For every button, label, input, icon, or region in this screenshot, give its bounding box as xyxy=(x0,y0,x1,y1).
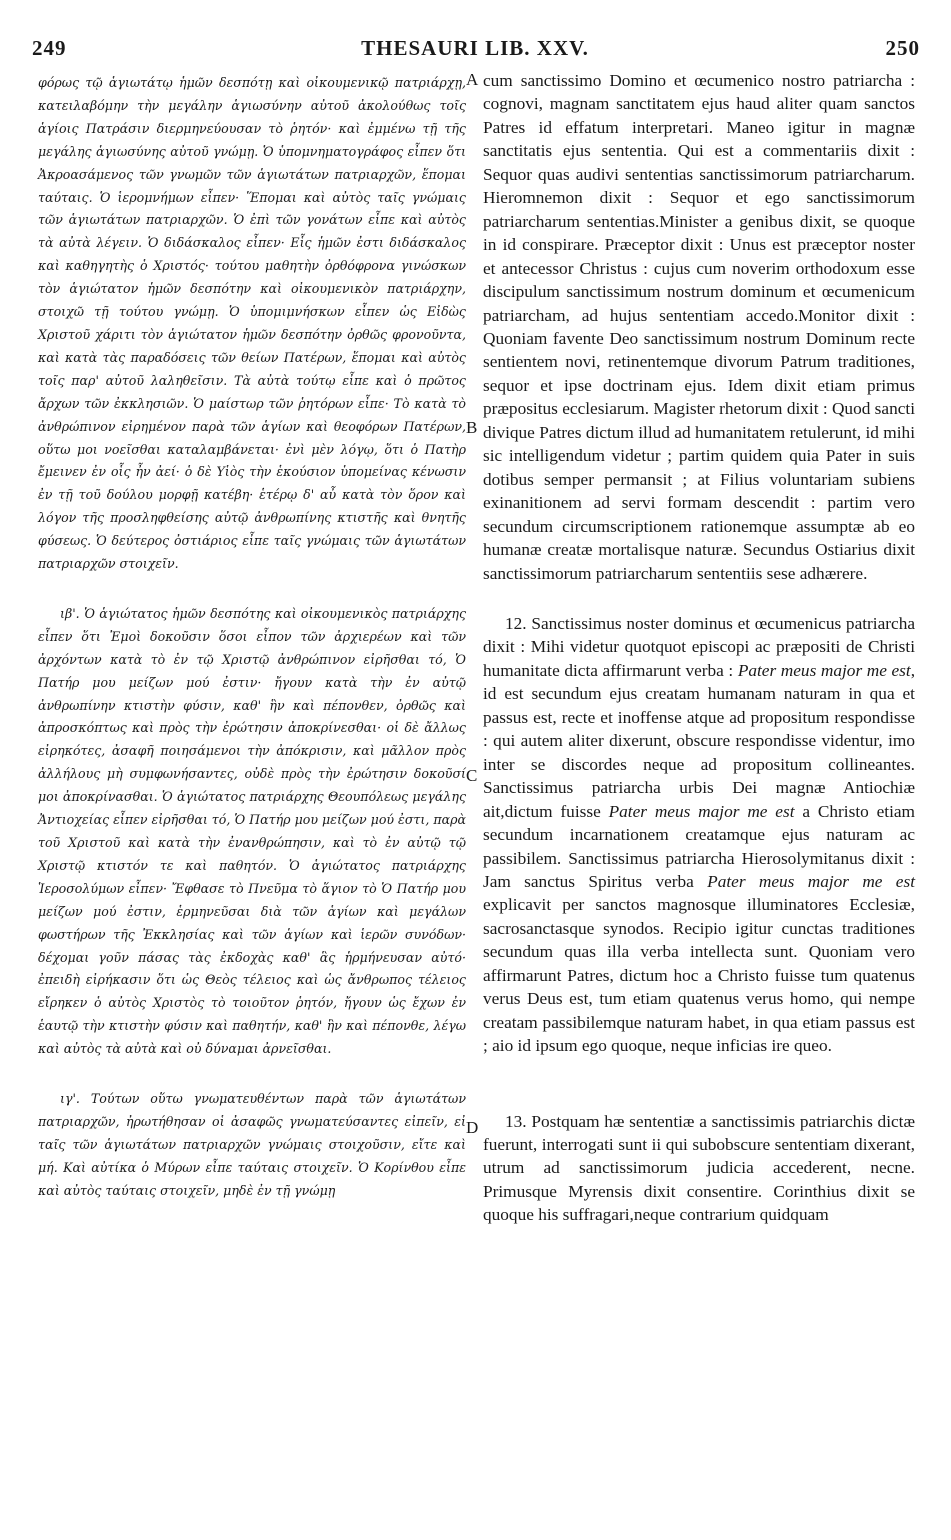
latin-p12-text-b: , id est secundum ejus creatam humanam naturam in qua et passus est, recte et inoffense atque ad propositum respondisse : qui autem aliter dixerunt, obscure respondisse videntur, imo inter se discordes neque ad propositum collineantes. Sanctissimus patriarcha urbis Dei magnæ Antiochiæ ait,dictum fuisse xyxy=(483,660,916,821)
greek-paragraph-13: ιγ'. Τούτων οὕτω γνωματευθέντων παρὰ τῶν ἁγιωτάτων πατριαρχῶν, ἠρωτήθησαν οἱ ἀσαφῶς γνωματεύσαντες εἰπεῖν, εἰ ταῖς τῶν ἁγιωτάτων πατριαρχῶν γνώμαις στοιχοῦσιν, εἴτε καὶ μή. Καὶ αὐτίκα ὁ Μύρων εἶπε ταύταις στοιχεῖν. Ὁ Κορίνθου εἶπε καὶ αὐτὸς ταύταις στοιχεῖν, μηδὲ ἐν τῇ γνώμῃ xyxy=(38,1091,466,1198)
latin-column xyxy=(483,69,915,1227)
greek-paragraph-1: φόρως τῷ ἁγιωτάτῳ ἡμῶν δεσπότῃ καὶ οἰκουμενικῷ πατριάρχῃ, κατειλαβόμην τὴν μεγάλην ἁγιωσύνην αὐτοῦ ἀκολούθως τοῖς ἁγίοις Πατράσιν διερμηνεύουσαν τὸ ῥητόν· καὶ ἐμμένω τῇ τῆς μεγάλης ἁγιωσύνης αὐτοῦ γνώμῃ. Ὁ ὑπομνηματογράφος εἶπεν ὅτι Ἀκροασάμενος τῶν γνωμῶν τῶν ἁγιωτάτων πατριαρχῶν, ἕπομαι ταύταις. Ὁ ἱερομνήμων εἶπεν· Ἕπομαι καὶ αὐτὸς ταῖς γνώμαις τῶν ἁγιωτάτων πατριαρχῶν. Ὁ ἐπὶ τῶν γονάτων εἶπε καὶ αὐτὸς τὰ αὐτὰ λέγειν. Ὁ διδάσκαλος εἶπεν· Εἷς ἡμῶν ἐστι διδάσκαλος καὶ καθηγητὴς ὁ Χριστός· τούτου μαθητὴν ὀρθόφρονα γινώσκων τὸν ἁγιώτατον ἡμῶν δεσπότην καὶ οἰκουμενικὸν πατριάρχην, στοιχῶ τῇ τούτου γνώμῃ. Ὁ ὑπομιμνήσκων εἶπεν ὡς Εἰδὼς Χριστοῦ χάριτι τὸν ἁγιώτατον ἡμῶν δεσπότην ὀρθῶς φρονοῦντα, καὶ κατὰ τὰς παραδόσεις τῶν θείων Πατέρων, ἕπομαι καὶ αὐτὸς τοῖς παρ' αὐτοῦ λαληθεῖσιν. Τὰ αὐτὰ τούτῳ εἶπε καὶ ὁ πρῶτος ἄρχων τῶν ἐκκλησιῶν. Ὁ μαίστωρ τῶν ῥητόρων εἶπε· Τὸ κατὰ τὸ ἀνθρώπινον εἰρημένον παρὰ τῶν ἁγίων καὶ θεοφόρων Πατέρων, οὕτω μοι νοεῖσθαι καταλαμβάνεται· ἐνὶ μὲν λόγῳ, ὅτι ὁ Πατὴρ ἔμεινεν ἐν οἷς ἦν ἀεί· ὁ δὲ Υἱὸς τὴν ἑκούσιον ὑπομείνας κένωσιν ἐν τῇ τοῦ δούλου μορφῇ κατέβη· ἑτέρῳ δ' αὖ κατὰ τὸν ὅρον καὶ λόγον τῆς προσληφθείσης αὐτῷ ἀνθρωπίνης κτιστῆς καὶ θνητῆς φύσεως. Ὁ δεύτερος ὀστιάριος εἶπε ταῖς γνώμαις τῶν ἁγιωτάτων πατριαρχῶν στοιχεῖν. xyxy=(38,75,466,572)
margin-marker-b: B xyxy=(466,418,478,437)
latin-p12-text-d: explicavit per sanctos magnosque illuminatores Ecclesiæ, sacrosanctasque synodos. Recipio igitur cunctas traditiones secundum quas illa verba intellecta sunt. Quoniam vero affirmarunt Patres, dictum hoc a Christo fuisse tum quatenus verus Deus est, tum etiam quatenus verus homo, qui nempe creatam passibilemque naturam habet, in qua etiam passus est ; aio id ipsum ego quoque, neque inficias ire queo. xyxy=(483,895,915,1056)
margin-marker-c: C xyxy=(466,766,478,785)
scripture-quote: Pater meus major me est xyxy=(707,871,915,891)
page-header xyxy=(30,36,920,64)
greek-paragraph-12: ιβ'. Ὁ ἁγιώτατος ἡμῶν δεσπότης καὶ οἰκουμενικὸς πατριάρχης εἶπεν ὅτι Ἐμοὶ δοκοῦσιν ὅσοι εἶπον τῶν ἀρχιερέων καὶ τῶν ἀρχόντων κατὰ τὸ ἐν τῷ Χριστῷ ἀνθρώπινον εἰρῆσθαι τό, Ὁ Πατήρ μου μείζων μού ἐστιν· ἤγουν κατὰ τὴν ἐν αὐτῷ ἀνθρωπίνην κτιστὴν φύσιν, καθ' ἣν καὶ πέπονθεν, ὀρθῶς καὶ ἀπροσκόπτως καὶ πρὸς τὴν ἐρώτησιν ἀποκρίνεσθαι· οἱ δὲ ἄλλως εἰρηκότες, ἀσαφῆ ποιησάμενοι τὴν ἀπόκρισιν, καὶ μᾶλλον πρὸς ἀλλήλους μὴ συμφωνήσαντες, οὐδὲ πρὸς τὴν ἐρώτησιν δοκοῦσί μοι ἀποκρίνασθαι. Ὁ ἁγιώτατος πατριάρχης Θεουπόλεως μεγάλης Ἀντιοχείας εἶπεν εἰρῆσθαι τό, Ὁ Πατήρ μου μείζων μού ἐστι, παρὰ τοῦ Χριστοῦ καὶ κατὰ τὴν ἐνανθρώπησιν, καὶ τὸ ἐν αὐτῷ τῷ Χριστῷ κτιστόν τε καὶ παθητόν. Ὁ ἁγιώτατος πατριάρχης Ἱεροσολύμων εἶπεν· Ἔφθασε τὸ Πνεῦμα τὸ ἅγιον τὸ Ὁ Πατήρ μου μείζων μού ἐστιν, ἑρμηνεῦσαι διὰ τῶν ἁγίων καὶ μεγάλων φωστήρων τῆς Ἐκκλησίας καὶ τῶν ἁγίων καὶ ἱερῶν συνόδων· δέχομαι γοῦν πάσας τὰς ἐκδοχὰς καθ' ἃς ἡρμήνευσαν αὐτό· ἐπειδὴ εἰρήκασιν ὅτι ὡς Θεὸς τέλειος καὶ ὡς ἄνθρωπος τέλειος εἴρηκεν ὁ αὐτὸς Χριστὸς τὸ τοιοῦτον ῥητόν, ἤγουν ὡς ἔχων ἐν ἑαυτῷ τὴν κτιστὴν φύσιν καὶ παθητήν, καθ' ἣν καὶ πέπονθε, λέγω καὶ αὐτὸς τὰ αὐτὰ καὶ οὐ δύναμαι ἀρνεῖσθαι. xyxy=(38,605,467,1057)
scripture-quote: Pater meus major me est xyxy=(608,801,795,821)
greek-column xyxy=(38,72,466,1203)
latin-paragraph-13: 13. Postquam hæ sententiæ a sanctissimis patriarchis dictæ fuerunt, interrogati sunt ii qui subobscure sententiam dixerant, utrum ad sanctissimorum judicia accederent, necne. Primusque Myrensis dixit consentire. Corinthius dixit se quoque his suffragari,neque contrarium quidquam xyxy=(483,1111,915,1225)
paragraph-gap xyxy=(483,585,915,612)
paragraph-gap xyxy=(38,576,466,603)
paragraph-gap xyxy=(38,1061,466,1088)
latin-p12-text-a: 12. Sanctissimus noster dominus et œcumenicus patriarcha dixit : Mihi videtur quotquot episcopi ac præpositi de Christi humanitate dicta affirmarunt verba : xyxy=(483,613,915,680)
paragraph-gap xyxy=(483,1058,915,1110)
page-number-right: 250 xyxy=(885,36,920,60)
running-title: THESAURI LIB. XXV. xyxy=(361,36,589,60)
latin-paragraph-12 xyxy=(483,612,915,1058)
margin-marker-a: A xyxy=(466,70,479,89)
latin-paragraph-1: cum sanctissimo Domino et œcumenico nostro patriarcha : cognovi, magnam sanctitatem ejus haud aliter quam sanctos Patres id effatum interpretari. Maneo igitur in magnæ sanctitatis ejus sententia. Qui est a commentariis dixit : Sequor quas audivi sententias sanctissimorum patriarcharum. Hieromnemon dixit : Sequor et ego sanctissimorum patriarcharum sententias.Minister a genibus dixit, se quoque in id conspirare. Præceptor dixit : Unus est præceptor noster et antecessor Christus : cujus cum noverim orthodoxum esse discipulum sanctissimum nostrum dominum et œcumenicum patriarcham, ad hujus sententiam accedo.Monitor dixit : Quoniam favente Deo sanctissimum nostrum Dominum recte sentientem novi, retinentemque divorum Patrum traditiones, sequor et ipse doctrinam ejus. Idem dixit etiam primus præpositus ecclesiarum. Magister rhetorum dixit : Quod sancti divique Patres dictum illud ad humanitatem retulerunt, id mihi sic intelligendum videtur ; partim quidem quia Pater in suis dotibus semper permansit ; at Filius voluntariam subiens exinanitionem ad servi formam descendit : partim vero secundum circumscriptionem rationemque assumptæ ab eo humanæ creatæ mortalisque naturæ. Secundus Ostiarius dixit sanctissimorum patriarcharum sententiis sese adhærere. xyxy=(483,71,915,583)
latin-p12-text-c: a Christo etiam secundum incarnationem creatamque ejus naturam ac passibilem. Sanctissimus patriarcha Hierosolymitanus dixit : Jam sanctus Spiritus verba xyxy=(483,801,915,891)
scripture-quote: Pater meus major me est xyxy=(737,660,911,680)
page-number-left: 249 xyxy=(32,36,67,60)
margin-marker-d: D xyxy=(466,1118,479,1137)
